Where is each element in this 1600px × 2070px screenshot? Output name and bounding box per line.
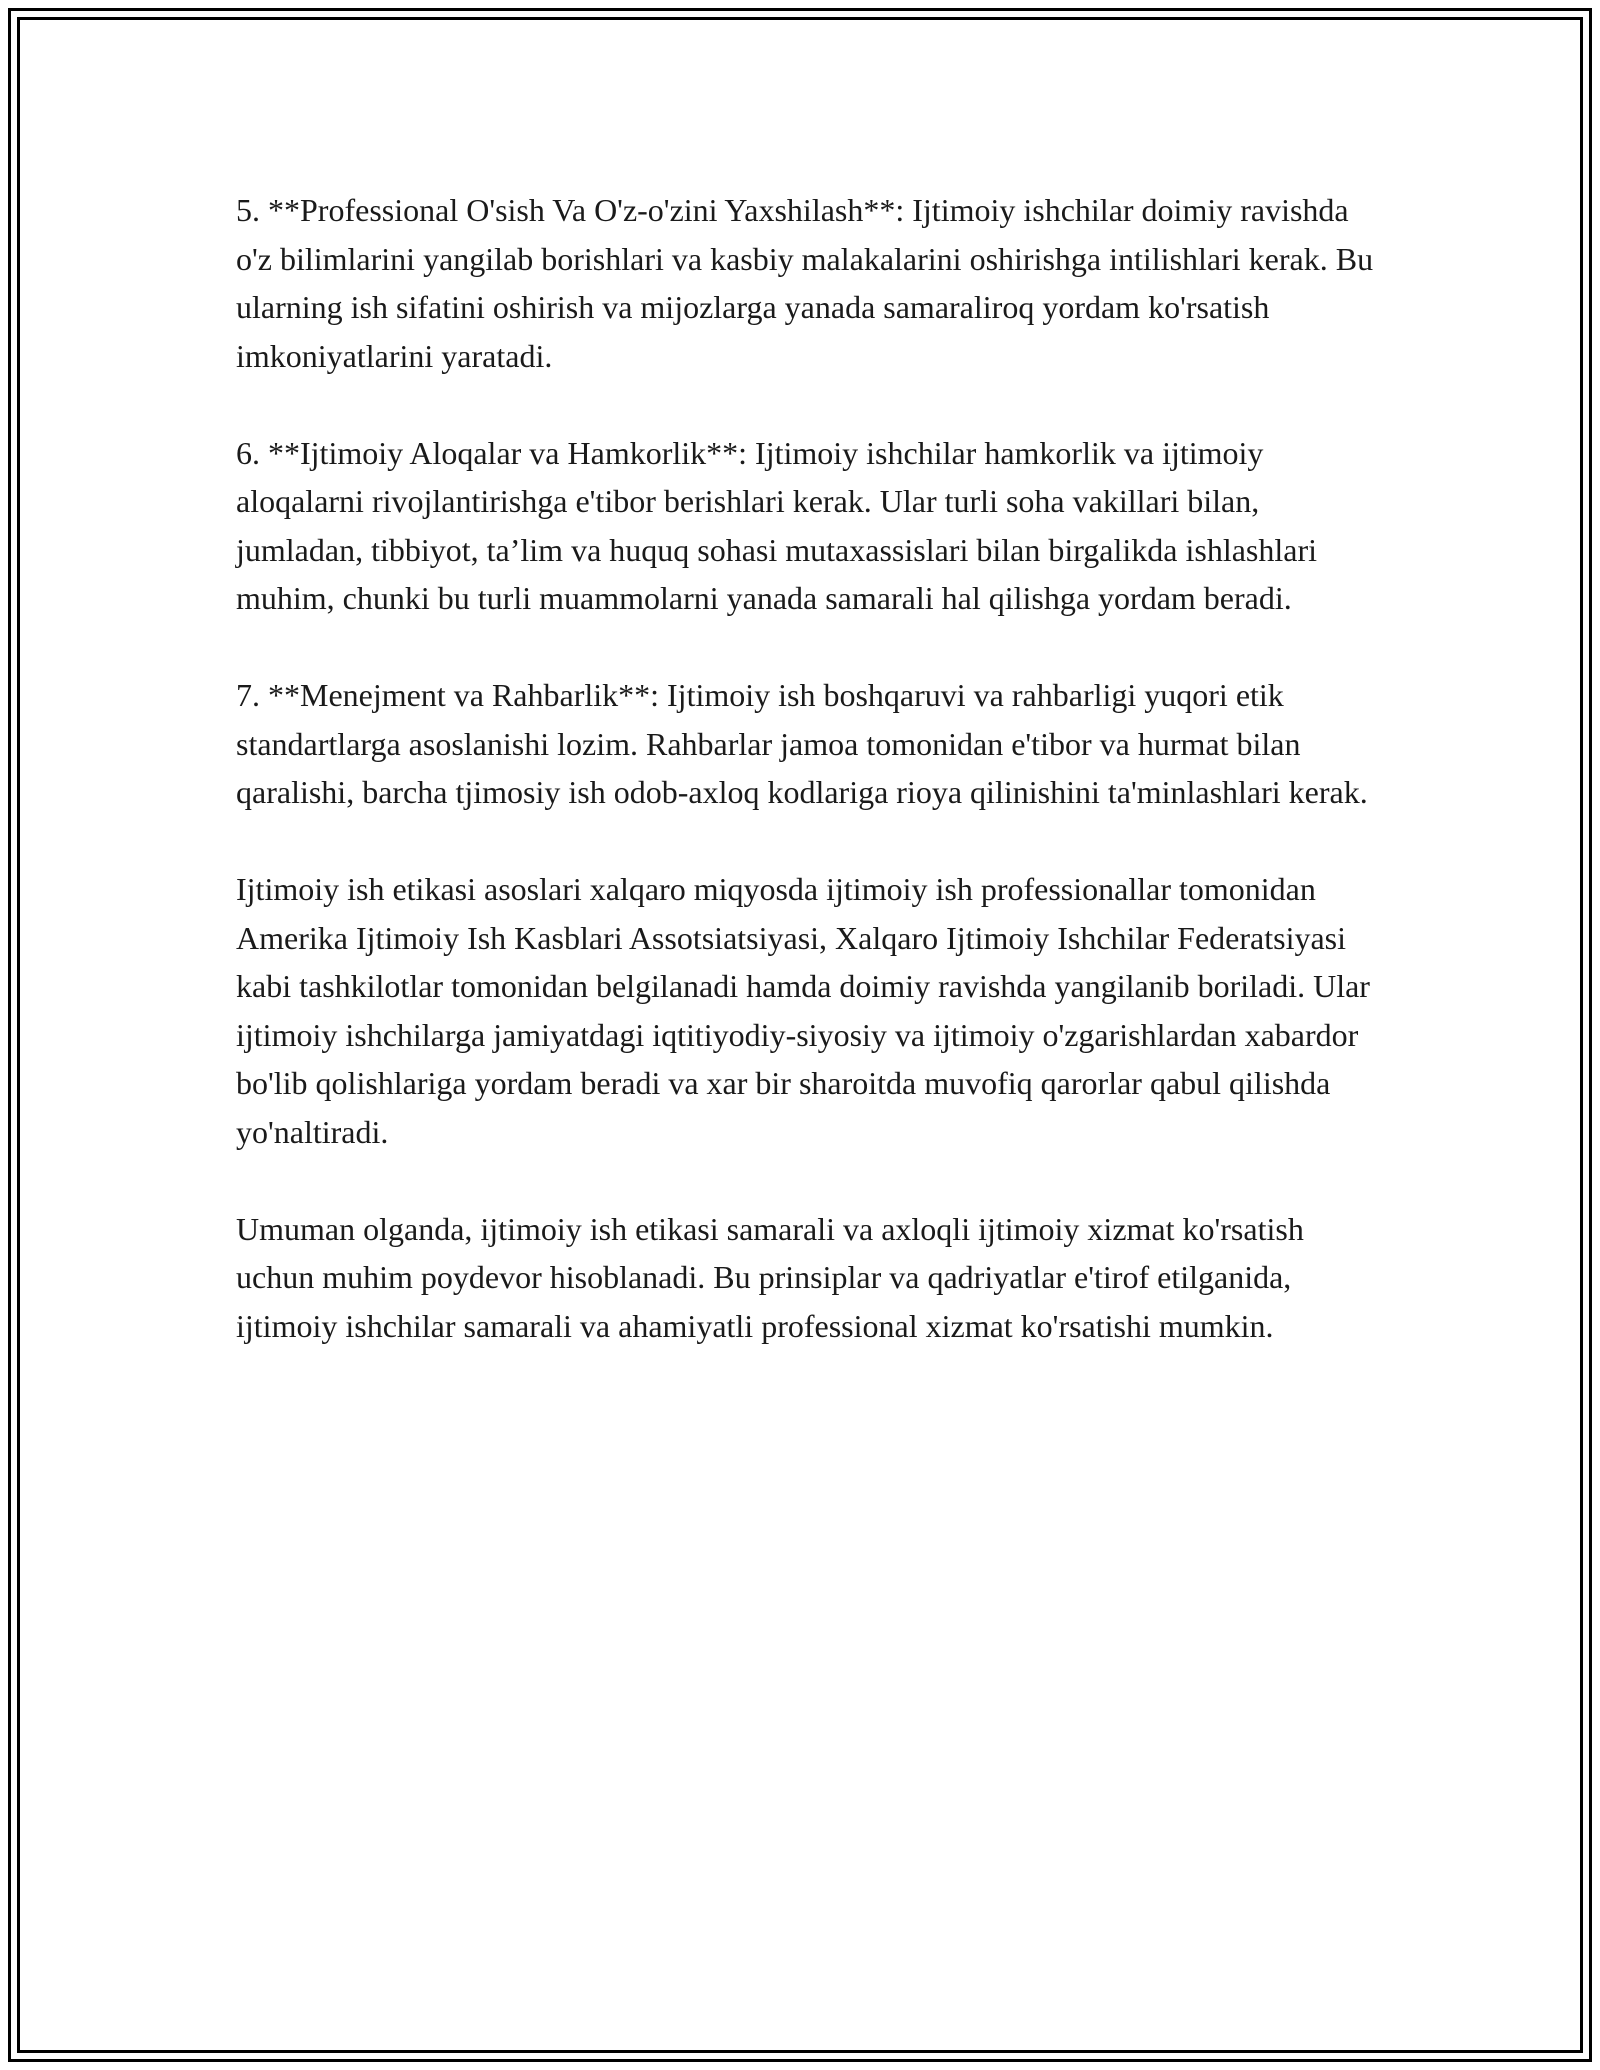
- paragraph-conclusion: Umuman olganda, ijtimoiy ish etikasi samarali va axloqli ijtimoiy xizmat ko'rsatish uchun muhim poydevor hisoblanadi. Bu prinsiplar va qadriyatlar e'tirof etilganida, ijtimoiy ishchilar samarali va ahamiyatli professional xizmat ko'rsatishi mumkin.: [236, 1210, 1304, 1344]
- document-body: [236, 186, 1376, 1399]
- paragraph-professional-growth: 5. **Professional O'sish Va O'z-o'zini Yaxshilash**: Ijtimoiy ishchilar doimiy ravishda o'z bilimlarini yangilab borishlari va kasbiy malakalarini oshirishga intilishlari kerak. Bu ularning ish sifatini oshirish va mijozlarga yanada samaraliroq yordam ko'rsatish imkoniyatlarini yaratadi.: [236, 192, 1374, 374]
- paragraph-ethics-foundations: Ijtimoiy ish etikasi asoslari xalqaro miqyosda ijtimoiy ish professionallar tomonidan Amerika Ijtimoiy Ish Kasblari Assotsiatsiyasi, Xalqaro Ijtimoiy Ishchilar Federatsiyasi kabi tashkilotlar tomonidan belgilanadi hamda doimiy ravishda yangilanib boriladi. Ular ijtimoiy ishchilarga jamiyatdagi iqtitiyodiy-siyosiy va ijtimoiy o'zgarishlardan xabardor bo'lib qolishlariga yordam beradi va xar bir sharoitda muvofiq qarorlar qabul qilishda yo'naltiradi.: [236, 871, 1370, 1150]
- paragraph-social-relations: 6. **Ijtimoiy Aloqalar va Hamkorlik**: Ijtimoiy ishchilar hamkorlik va ijtimoiy aloqalarni rivojlantirishga e'tibor berishlari kerak. Ular turli soha vakillari bilan, jumladan, tibbiyot, ta’lim va huquq sohasi mutaxassislari bilan birgalikda ishlashlari muhim, chunki bu turli muammolarni yanada samarali hal qilishga yordam beradi.: [236, 434, 1318, 616]
- paragraph-management-leadership: 7. **Menejment va Rahbarlik**: Ijtimoiy ish boshqaruvi va rahbarligi yuqori etik standartlarga asoslanishi lozim. Rahbarlar jamoa tomonidan e'tibor va hurmat bilan qaralishi, barcha tjimosiy ish odob-axloq kodlariga rioya qilinishini ta'minlashlari kerak.: [236, 677, 1368, 810]
